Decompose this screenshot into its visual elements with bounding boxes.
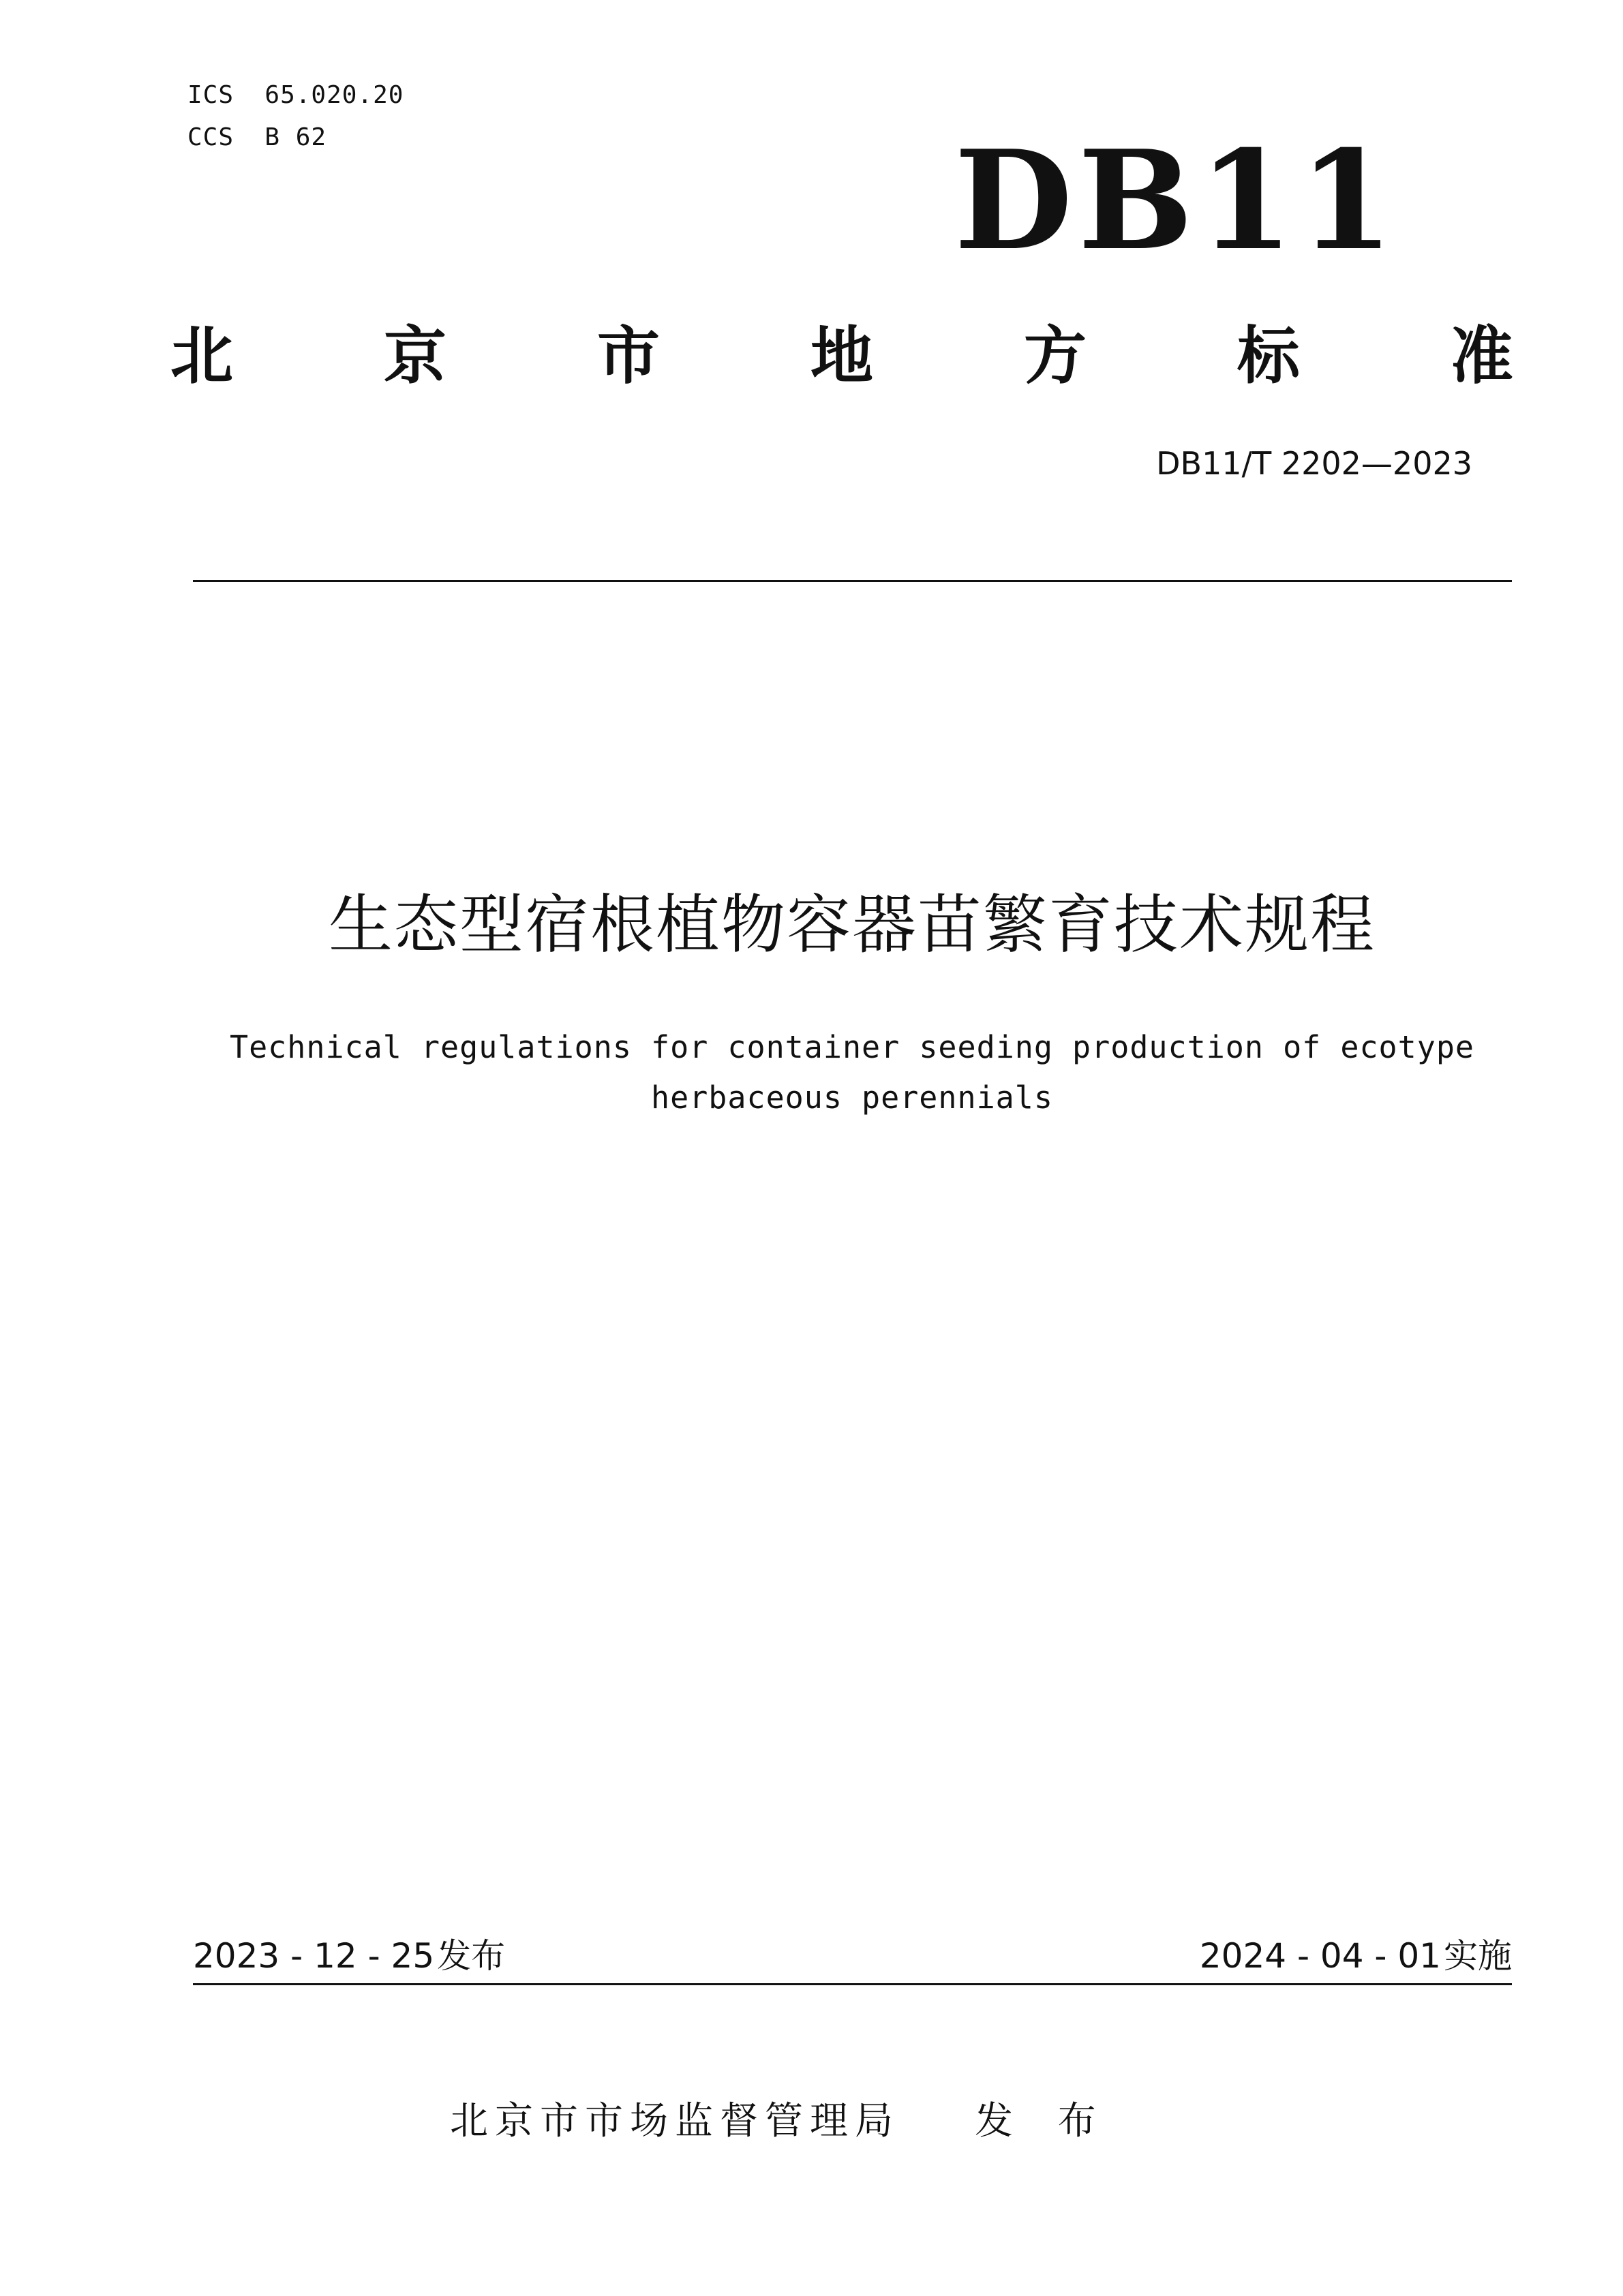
publish-date: 2023 - 12 - 25	[193, 1936, 435, 1976]
publish-label: 发布	[437, 1936, 506, 1976]
effective-date-line	[1200, 1934, 1512, 1978]
ics-code: 65.020.20	[264, 81, 404, 109]
ccs-classification	[187, 123, 327, 153]
standard-type-char: 地	[810, 320, 873, 393]
publish-date-line	[193, 1934, 505, 1978]
ccs-label: CCS	[187, 123, 234, 151]
issuer-name: 北京市市场监督管理局	[450, 2099, 900, 2143]
title-english: Technical regulations for container seeding production of ecotype herbaceous perennials	[230, 1029, 1474, 1116]
db11-logo: DB11	[954, 121, 1399, 281]
standard-type-heading	[170, 319, 1513, 394]
standard-type-char: 京	[383, 320, 446, 393]
effective-date: 2024 - 04 - 01	[1199, 1936, 1441, 1976]
standard-type-char: 标	[1237, 320, 1300, 393]
standard-type-char: 方	[1023, 320, 1087, 393]
issuer-action: 发 布	[975, 2099, 1112, 2143]
standard-number: DB11/T 2202—2023	[1156, 445, 1472, 482]
ics-classification	[187, 80, 404, 110]
standard-type-char: 北	[170, 320, 234, 393]
standard-type-char: 市	[596, 320, 660, 393]
issuer-line	[450, 2098, 1268, 2145]
effective-label: 实施	[1444, 1936, 1512, 1976]
header-divider	[193, 580, 1512, 582]
ics-label: ICS	[187, 81, 234, 109]
footer-divider	[193, 1983, 1512, 1985]
ccs-code: B 62	[264, 123, 327, 151]
title-chinese: 生态型宿根植物容器苗繁育技术规程	[328, 888, 1376, 962]
standard-type-char: 准	[1450, 320, 1513, 393]
